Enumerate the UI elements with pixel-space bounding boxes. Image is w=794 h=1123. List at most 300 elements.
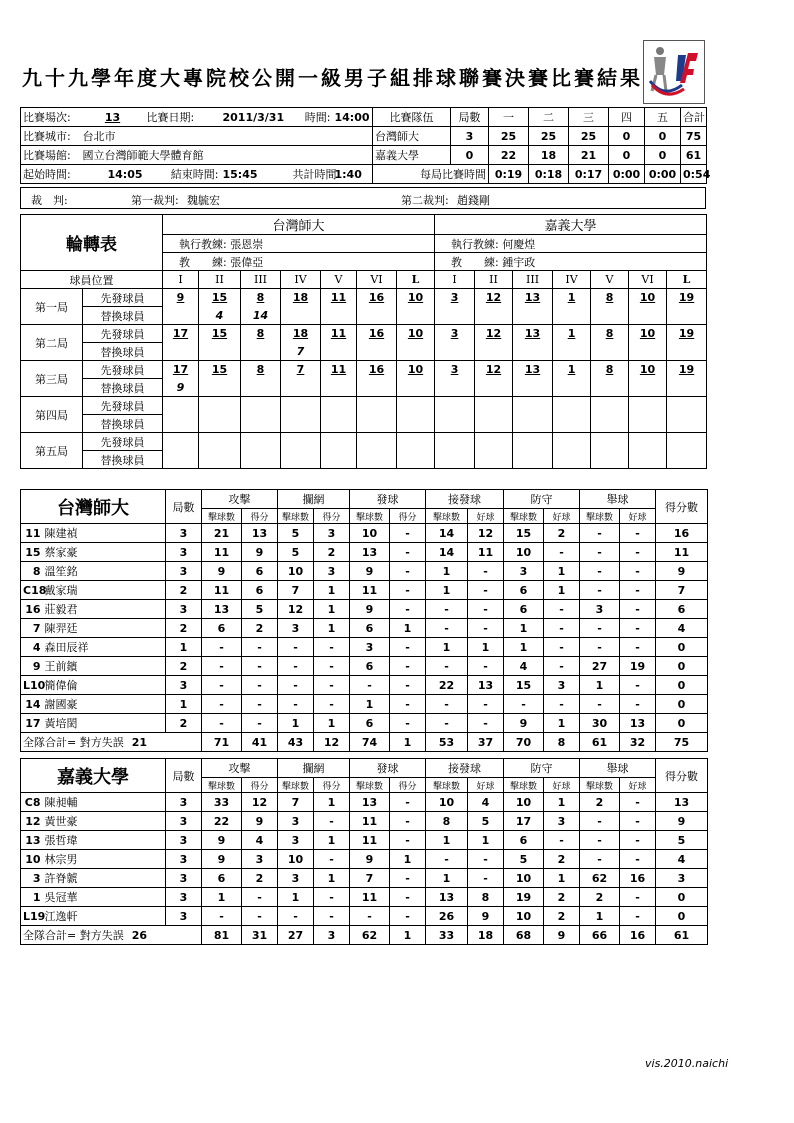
set-label: 第四局 — [21, 397, 83, 433]
stat-value: 62 — [580, 869, 620, 888]
starter-number: 12 — [475, 289, 513, 307]
coach: 張偉亞 — [230, 255, 264, 269]
player-number: 16 — [21, 600, 43, 619]
stat-group-header: 舉球 — [580, 759, 656, 778]
exec-coach: 張恩崇 — [230, 237, 264, 251]
team-stats-table — [20, 758, 708, 945]
team-total: 61 — [681, 146, 707, 165]
sets-played-header: 局數 — [166, 490, 202, 524]
stat-value: - — [580, 850, 620, 869]
team-total-value: 71 — [202, 733, 242, 752]
stat-value: - — [468, 562, 504, 581]
stat-value: 16 — [656, 524, 708, 543]
team-total-label — [21, 926, 202, 945]
stat-value: 1 — [390, 619, 426, 638]
stat-value: - — [390, 907, 426, 926]
stat-value: 3 — [166, 600, 202, 619]
stat-value: 1 — [314, 869, 350, 888]
sub-number — [513, 307, 553, 325]
sub-number — [475, 415, 513, 433]
starter-number: 11 — [321, 325, 357, 343]
stat-value: - — [390, 524, 426, 543]
starter-number: 11 — [321, 289, 357, 307]
sub-label: 替換球員 — [83, 379, 163, 397]
position-header: II — [475, 271, 513, 289]
exec-coach-label: 執行教練: — [179, 237, 227, 251]
sub-number — [321, 451, 357, 469]
team-stats-table — [20, 489, 708, 752]
end-label: 結束時間: — [170, 168, 219, 181]
stat-value: - — [278, 695, 314, 714]
sub-number: 4 — [199, 307, 241, 325]
starter-number: 8 — [591, 325, 629, 343]
stat-sub-header: 好球 — [544, 778, 580, 793]
sub-number — [629, 415, 667, 433]
opponent-errors: 26 — [131, 929, 148, 942]
position-header: V — [591, 271, 629, 289]
set-label: 第五局 — [21, 433, 83, 469]
stat-value: 1 — [426, 562, 468, 581]
stat-value: - — [426, 657, 468, 676]
stat-value: - — [544, 657, 580, 676]
sub-number — [281, 415, 321, 433]
second-referee: 趙錢剛 — [457, 194, 490, 207]
set-score: 0 — [645, 146, 681, 165]
stat-value: 1 — [426, 581, 468, 600]
stat-sub-header: 得分 — [242, 509, 278, 524]
starter-number — [553, 433, 591, 451]
stat-value: 10 — [504, 793, 544, 812]
stat-value: 2 — [544, 888, 580, 907]
stat-value: 19 — [504, 888, 544, 907]
starter-number: 1 — [553, 325, 591, 343]
stat-value: 7 — [656, 581, 708, 600]
sub-number — [397, 415, 435, 433]
team-total-value: 33 — [426, 926, 468, 945]
stat-value: 9 — [202, 850, 242, 869]
player-number: 14 — [21, 695, 43, 714]
sub-number — [321, 343, 357, 361]
stat-value: - — [544, 638, 580, 657]
stat-value: - — [242, 676, 278, 695]
starter-number: 7 — [281, 361, 321, 379]
set-time: 0:19 — [489, 165, 529, 184]
starter-number — [397, 433, 435, 451]
stat-value: 1 — [426, 831, 468, 850]
set-score: 0 — [645, 127, 681, 146]
starter-number: 13 — [513, 325, 553, 343]
position-label: 球員位置 — [21, 271, 163, 289]
stat-value: - — [426, 695, 468, 714]
player-number: 15 — [21, 543, 43, 562]
sub-number — [475, 307, 513, 325]
stat-group-header: 攔網 — [278, 759, 350, 778]
sub-number — [513, 379, 553, 397]
sum-header: 合計 — [681, 108, 707, 127]
stat-value: - — [202, 695, 242, 714]
stat-sub-header: 好球 — [468, 778, 504, 793]
sub-number — [553, 415, 591, 433]
sub-number — [435, 415, 475, 433]
stat-sub-header: 好球 — [620, 509, 656, 524]
stat-value: - — [620, 581, 656, 600]
start-time: 14:05 — [107, 167, 143, 181]
stat-value: 27 — [580, 657, 620, 676]
exec-coach-label: 執行教練: — [451, 237, 499, 251]
player-name: 黃世豪 — [43, 812, 166, 831]
footer-credit: vis.2010.naichi — [645, 1057, 729, 1070]
set-score: 25 — [489, 127, 529, 146]
stat-value: - — [202, 638, 242, 657]
team-total-value: 61 — [580, 733, 620, 752]
starter-number — [163, 397, 199, 415]
stat-value: 3 — [242, 850, 278, 869]
stat-value: 1 — [544, 581, 580, 600]
stat-value: - — [620, 638, 656, 657]
stat-value: - — [580, 638, 620, 657]
stat-value: 2 — [580, 888, 620, 907]
starter-number: 16 — [357, 325, 397, 343]
sub-number — [163, 307, 199, 325]
stat-value: 6 — [202, 619, 242, 638]
player-number: 17 — [21, 714, 43, 733]
player-row — [21, 907, 708, 926]
stat-value: 33 — [202, 793, 242, 812]
set-score: 25 — [569, 127, 609, 146]
stat-value: - — [468, 581, 504, 600]
referee-label: 裁 判: — [31, 194, 68, 207]
player-row — [21, 793, 708, 812]
stat-value: 3 — [166, 888, 202, 907]
stat-value: - — [620, 812, 656, 831]
sub-number: 9 — [163, 379, 199, 397]
stat-value: - — [314, 907, 350, 926]
player-name: 溫笙銘 — [43, 562, 166, 581]
stat-group-header: 發球 — [350, 759, 426, 778]
team-name: 台灣師大 — [373, 127, 451, 146]
stat-value: 9 — [350, 562, 390, 581]
starter-number: 3 — [435, 325, 475, 343]
team-total-value: 12 — [314, 733, 350, 752]
set-time-label: 每局比賽時間 — [373, 165, 489, 184]
stat-value: 7 — [278, 793, 314, 812]
starter-number: 16 — [357, 289, 397, 307]
set-score: 0 — [609, 146, 645, 165]
stat-value: 13 — [620, 714, 656, 733]
stat-value: - — [202, 714, 242, 733]
coach-label: 教 練: — [179, 255, 227, 269]
player-row — [21, 543, 708, 562]
set-time: 0:00 — [645, 165, 681, 184]
stat-value: 1 — [544, 562, 580, 581]
stat-value: 1 — [278, 714, 314, 733]
starter-number: 12 — [475, 361, 513, 379]
sub-number — [241, 451, 281, 469]
sub-number — [241, 343, 281, 361]
stat-value: 3 — [544, 676, 580, 695]
position-header: IV — [553, 271, 591, 289]
stat-value: - — [390, 657, 426, 676]
stat-value: 14 — [426, 543, 468, 562]
player-number: 8 — [21, 562, 43, 581]
exec-coach: 何慶煌 — [502, 237, 536, 251]
stat-group-header: 攔網 — [278, 490, 350, 509]
stat-value: 1 — [166, 638, 202, 657]
stat-value: - — [390, 869, 426, 888]
sub-number — [163, 415, 199, 433]
stat-value: 0 — [656, 714, 708, 733]
stat-value: - — [278, 907, 314, 926]
team-total-value: 41 — [242, 733, 278, 752]
starter-number — [435, 397, 475, 415]
starter-number: 13 — [513, 289, 553, 307]
starter-number: 10 — [629, 361, 667, 379]
stat-value: 10 — [278, 562, 314, 581]
stat-value: 15 — [504, 676, 544, 695]
stat-value: - — [242, 638, 278, 657]
start-label: 起始時間: — [23, 168, 71, 181]
stat-value: - — [390, 714, 426, 733]
starter-number: 8 — [241, 325, 281, 343]
sub-number — [241, 379, 281, 397]
end-time: 15:45 — [222, 167, 258, 181]
stat-value: 5 — [278, 524, 314, 543]
stat-value: 4 — [656, 619, 708, 638]
starter-number — [357, 397, 397, 415]
sub-label: 替換球員 — [83, 451, 163, 469]
stat-sub-header: 好球 — [468, 509, 504, 524]
sub-number — [591, 379, 629, 397]
stat-value: - — [390, 695, 426, 714]
set-label: 第一局 — [21, 289, 83, 325]
set-time: 0:17 — [569, 165, 609, 184]
rotation-table — [20, 214, 707, 469]
stat-value: - — [314, 812, 350, 831]
stat-sub-header: 得分 — [242, 778, 278, 793]
player-row — [21, 869, 708, 888]
player-name: 張哲瑋 — [43, 831, 166, 850]
starter-number: 8 — [591, 289, 629, 307]
player-number: 3 — [21, 869, 43, 888]
stat-value: - — [202, 907, 242, 926]
stat-value: 8 — [468, 888, 504, 907]
stat-value: 9 — [350, 850, 390, 869]
player-row — [21, 676, 708, 695]
stat-value: 1 — [390, 850, 426, 869]
stat-value: 3 — [166, 793, 202, 812]
stat-group-header: 接發球 — [426, 759, 504, 778]
stat-value: 5 — [278, 543, 314, 562]
sub-number — [591, 415, 629, 433]
starter-number — [199, 433, 241, 451]
stat-sub-header: 得分 — [390, 778, 426, 793]
stat-value: 0 — [656, 695, 708, 714]
position-header: I — [435, 271, 475, 289]
team-total-value: 1 — [390, 926, 426, 945]
stat-value: 6 — [242, 581, 278, 600]
stat-value: - — [242, 657, 278, 676]
starter-number: 15 — [199, 325, 241, 343]
stat-value: 3 — [314, 562, 350, 581]
sub-number — [435, 343, 475, 361]
stat-value: - — [390, 600, 426, 619]
stat-value: 3 — [278, 812, 314, 831]
stat-group-header: 攻擊 — [202, 759, 278, 778]
team-total-value: 81 — [202, 926, 242, 945]
total-label: 共計時間: — [292, 168, 341, 181]
stat-value: 6 — [350, 657, 390, 676]
starter-number: 19 — [667, 289, 707, 307]
sub-label: 替換球員 — [83, 307, 163, 325]
starter-number: 1 — [553, 361, 591, 379]
stat-value: 3 — [166, 831, 202, 850]
stat-value: 1 — [544, 714, 580, 733]
sub-number — [241, 415, 281, 433]
stat-value: 6 — [202, 869, 242, 888]
starter-number — [475, 433, 513, 451]
stat-value: 9 — [504, 714, 544, 733]
player-row — [21, 714, 708, 733]
stat-sub-header: 得分 — [314, 509, 350, 524]
starter-number: 8 — [241, 361, 281, 379]
stat-value: 11 — [202, 581, 242, 600]
stat-value: 13 — [656, 793, 708, 812]
starter-number — [435, 433, 475, 451]
points-header: 得分數 — [656, 490, 708, 524]
starter-number — [321, 433, 357, 451]
city: 台北市 — [82, 130, 116, 143]
rotation-title: 輪轉表 — [21, 215, 163, 271]
team-name: 嘉義大學 — [373, 146, 451, 165]
position-header: I — [163, 271, 199, 289]
position-header: VI — [629, 271, 667, 289]
stat-value: 22 — [202, 812, 242, 831]
player-name: 黃培閎 — [43, 714, 166, 733]
player-number: 1 — [21, 888, 43, 907]
stat-value: - — [620, 850, 656, 869]
stat-value: 1 — [504, 619, 544, 638]
stat-value: - — [580, 581, 620, 600]
position-header: III — [513, 271, 553, 289]
stat-sub-header: 擊球數 — [580, 778, 620, 793]
stat-value: 6 — [656, 600, 708, 619]
stat-value: 3 — [166, 812, 202, 831]
stat-group-header: 接發球 — [426, 490, 504, 509]
starter-label: 先發球員 — [83, 433, 163, 451]
stat-value: - — [620, 907, 656, 926]
stat-value: 2 — [544, 524, 580, 543]
sub-number — [321, 379, 357, 397]
starter-number: 16 — [357, 361, 397, 379]
stat-value: 30 — [580, 714, 620, 733]
stat-value: 1 — [468, 638, 504, 657]
stat-value: 6 — [504, 600, 544, 619]
starter-label: 先發球員 — [83, 325, 163, 343]
team-name: 台灣師大 — [21, 490, 166, 524]
starter-number: 9 — [163, 289, 199, 307]
stat-sub-header: 擊球數 — [350, 778, 390, 793]
team-total-label — [21, 733, 202, 752]
stat-value: - — [468, 619, 504, 638]
stat-value: 9 — [202, 562, 242, 581]
time: 14:00 — [334, 110, 370, 124]
stat-value: 19 — [620, 657, 656, 676]
player-row — [21, 850, 708, 869]
stat-value: 5 — [468, 812, 504, 831]
stat-sub-header: 擊球數 — [504, 509, 544, 524]
stat-value: 6 — [242, 562, 278, 581]
stat-value: 13 — [202, 600, 242, 619]
sub-number — [397, 343, 435, 361]
team-total-value: 61 — [656, 926, 708, 945]
team-sets: 3 — [451, 127, 489, 146]
stat-group-header: 舉球 — [580, 490, 656, 509]
stat-value: - — [544, 600, 580, 619]
set-header: 二 — [529, 108, 569, 127]
starter-number: 12 — [475, 325, 513, 343]
sub-number — [321, 307, 357, 325]
stat-value: 13 — [242, 524, 278, 543]
position-header: II — [199, 271, 241, 289]
sub-number — [629, 307, 667, 325]
stat-value: 3 — [166, 907, 202, 926]
starter-number — [281, 433, 321, 451]
stat-sub-header: 得分 — [314, 778, 350, 793]
starter-number: 3 — [435, 361, 475, 379]
stat-value: 11 — [350, 888, 390, 907]
stat-value: - — [544, 619, 580, 638]
stat-value: 2 — [544, 907, 580, 926]
set-time: 0:18 — [529, 165, 569, 184]
stat-value: 2 — [166, 714, 202, 733]
stat-value: - — [468, 714, 504, 733]
league-logo — [643, 40, 705, 104]
stat-value: 9 — [468, 907, 504, 926]
stat-value: 0 — [656, 657, 708, 676]
stat-value: 3 — [166, 850, 202, 869]
stat-value: 10 — [504, 543, 544, 562]
stat-value: - — [390, 812, 426, 831]
stat-value: - — [390, 888, 426, 907]
stat-value: 1 — [504, 638, 544, 657]
stat-value: 1 — [580, 676, 620, 695]
stat-value: 11 — [350, 831, 390, 850]
stat-value: 4 — [656, 850, 708, 869]
stat-value: 1 — [350, 695, 390, 714]
starter-number: 10 — [397, 289, 435, 307]
stat-value: - — [390, 562, 426, 581]
stat-value: - — [314, 888, 350, 907]
player-row — [21, 619, 708, 638]
team-total-value: 66 — [580, 926, 620, 945]
set-score: 18 — [529, 146, 569, 165]
starter-label: 先發球員 — [83, 397, 163, 415]
team-total-value: 3 — [314, 926, 350, 945]
stat-value: 10 — [504, 907, 544, 926]
team-total-value: 18 — [468, 926, 504, 945]
stat-value: 13 — [350, 793, 390, 812]
stat-value: 1 — [166, 695, 202, 714]
sub-number — [435, 379, 475, 397]
stat-value: 10 — [350, 524, 390, 543]
stat-value: 0 — [656, 888, 708, 907]
stat-value: 2 — [166, 619, 202, 638]
referee-bar — [20, 187, 706, 209]
team-total-value: 9 — [544, 926, 580, 945]
team-total-value: 16 — [620, 926, 656, 945]
stat-value: - — [544, 543, 580, 562]
sub-number — [629, 379, 667, 397]
